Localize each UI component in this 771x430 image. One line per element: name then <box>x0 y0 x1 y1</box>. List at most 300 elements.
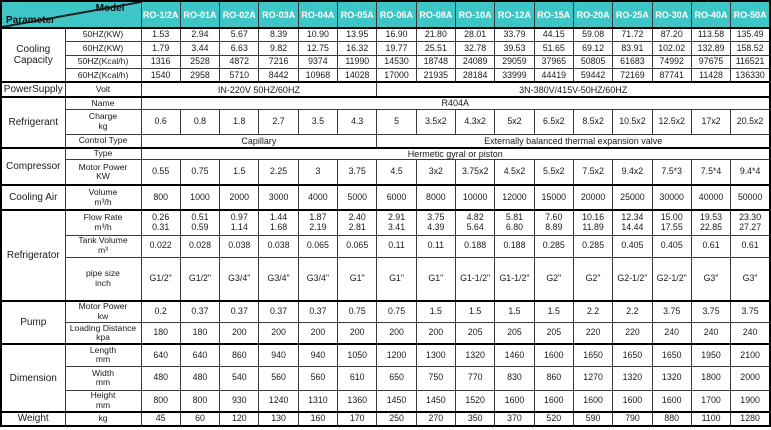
cooling-air-volume-value: 3000 <box>259 185 298 210</box>
tank-volume-value: 0.188 <box>495 235 534 257</box>
cooling-50hz-kcal-value: 2528 <box>180 55 219 69</box>
pipe-size-value: G3" <box>731 257 770 301</box>
width-value: 770 <box>456 366 495 390</box>
pump-power-value: 0.75 <box>377 301 416 323</box>
pump-power-value: 0.37 <box>298 301 337 323</box>
cooling-50hz-kw-value: 2.94 <box>180 28 219 42</box>
weight-value: 170 <box>338 412 377 426</box>
cooling-air-volume-value: 4000 <box>298 185 337 210</box>
weight-value: 350 <box>456 412 495 426</box>
cooling-60hz-kw-value: 6.63 <box>220 42 259 56</box>
height-value: 1600 <box>652 390 691 412</box>
loading-distance-value: 200 <box>338 323 377 345</box>
flow-rate-value: 0.97 1.14 <box>220 210 259 235</box>
row-cooling-60hz-kcal <box>1 69 770 83</box>
cooling-60hz-kw-value: 102.02 <box>652 42 691 56</box>
loading-distance-value: 200 <box>259 323 298 345</box>
height-value: 1600 <box>534 390 573 412</box>
tank-volume-value: 0.405 <box>613 235 652 257</box>
row-label-control-type: Control Type <box>65 134 141 148</box>
model-label: Model <box>95 3 125 14</box>
cooling-50hz-kw-value: 8.39 <box>259 28 298 42</box>
cooling-60hz-kcal-value: 136330 <box>731 69 770 83</box>
cooling-60hz-kw-value: 69.12 <box>573 42 612 56</box>
row-compressor-type <box>1 148 770 160</box>
cooling-50hz-kcal-value: 24089 <box>456 55 495 69</box>
loading-distance-value: 180 <box>141 323 180 345</box>
row-label-loading-distance: Loading Distance kpa <box>65 323 141 345</box>
cooling-60hz-kw-value: 39.53 <box>495 42 534 56</box>
width-value: 1270 <box>573 366 612 390</box>
row-cooling-50hz-kw <box>1 28 770 42</box>
row-weight <box>1 412 770 426</box>
cooling-60hz-kcal-value: 1540 <box>141 69 180 83</box>
cooling-50hz-kcal-value: 4872 <box>220 55 259 69</box>
section-cooling-air: Cooling Air <box>1 185 65 210</box>
cooling-50hz-kcal-value: 37965 <box>534 55 573 69</box>
length-value: 940 <box>259 344 298 366</box>
model-column-header: RO-30A <box>652 1 691 28</box>
weight-value: 60 <box>180 412 219 426</box>
section-compressor: Compressor <box>1 148 65 185</box>
length-value: 2100 <box>731 344 770 366</box>
row-label-weight-kg: kg <box>65 412 141 426</box>
cooling-50hz-kw-value: 113.58 <box>691 28 730 42</box>
row-label-type: Type <box>65 148 141 160</box>
weight-value: 880 <box>652 412 691 426</box>
refrigerant-charge-value: 8.5x2 <box>573 109 612 134</box>
pipe-size-value: G2" <box>573 257 612 301</box>
section-refrigerator: Refrigerator <box>1 210 65 301</box>
row-dimension-width <box>1 366 770 390</box>
pump-power-value: 0.2 <box>141 301 180 323</box>
section-pump: Pump <box>1 301 65 344</box>
compressor-power-value: 3.75 <box>338 160 377 185</box>
pipe-size-value: G3" <box>691 257 730 301</box>
weight-value: 120 <box>220 412 259 426</box>
width-value: 1320 <box>652 366 691 390</box>
cooling-50hz-kcal-value: 18748 <box>416 55 455 69</box>
cooling-60hz-kcal-value: 17000 <box>377 69 416 83</box>
refrigerant-charge-value: 3.5x2 <box>416 109 455 134</box>
row-pump-motor-power <box>1 301 770 323</box>
refrigerant-charge-value: 6.5x2 <box>534 109 573 134</box>
cooling-50hz-kcal-value: 7216 <box>259 55 298 69</box>
pump-power-value: 0.75 <box>338 301 377 323</box>
flow-rate-value: 2.40 2.81 <box>338 210 377 235</box>
row-refrigerant-control <box>1 134 770 148</box>
cooling-50hz-kcal-value: 61683 <box>613 55 652 69</box>
section-power-supply: PowerSupply <box>1 82 65 97</box>
row-label-50hz-kw: 50HZ(KW) <box>65 28 141 42</box>
row-refrigerant-charge <box>1 109 770 134</box>
cooling-60hz-kcal-value: 2958 <box>180 69 219 83</box>
flow-rate-value: 12.34 14.44 <box>613 210 652 235</box>
weight-value: 45 <box>141 412 180 426</box>
row-label-60hz-kw: 60HZ(KW) <box>65 42 141 56</box>
row-label-name: Name <box>65 97 141 109</box>
height-value: 1600 <box>573 390 612 412</box>
cooling-50hz-kw-value: 13.95 <box>338 28 377 42</box>
row-refrigerator-pipe-size <box>1 257 770 301</box>
pipe-size-value: G1-1/2" <box>456 257 495 301</box>
refrigerant-charge-value: 20.5x2 <box>731 109 770 134</box>
compressor-power-value: 4.5 <box>377 160 416 185</box>
row-refrigerator-tank-volume <box>1 235 770 257</box>
tank-volume-value: 0.11 <box>377 235 416 257</box>
cooling-air-volume-value: 10000 <box>456 185 495 210</box>
pipe-size-value: G3/4" <box>298 257 337 301</box>
compressor-power-value: 3x2 <box>416 160 455 185</box>
pump-power-value: 1.5 <box>456 301 495 323</box>
refrigerant-charge-value: 5 <box>377 109 416 134</box>
width-value: 540 <box>220 366 259 390</box>
cooling-50hz-kw-value: 10.90 <box>298 28 337 42</box>
power-supply-single-phase: IN-220V 50HZ/60HZ <box>141 82 377 97</box>
tank-volume-value: 0.61 <box>731 235 770 257</box>
tank-volume-value: 0.038 <box>220 235 259 257</box>
row-label-pump-motor-power: Motor Power kw <box>65 301 141 323</box>
length-value: 1320 <box>456 344 495 366</box>
row-label-height: Height mm <box>65 390 141 412</box>
pipe-size-value: G3/4" <box>220 257 259 301</box>
length-value: 1950 <box>691 344 730 366</box>
loading-distance-value: 200 <box>377 323 416 345</box>
length-value: 640 <box>180 344 219 366</box>
loading-distance-value: 220 <box>613 323 652 345</box>
cooling-50hz-kcal-value: 1316 <box>141 55 180 69</box>
loading-distance-value: 200 <box>298 323 337 345</box>
cooling-60hz-kw-value: 16.32 <box>338 42 377 56</box>
model-column-header: RO-50A <box>731 1 770 28</box>
header-row <box>1 1 770 28</box>
pump-power-value: 3.75 <box>691 301 730 323</box>
row-label-flow-rate: Flow Rate m³/h <box>65 210 141 235</box>
model-column-header: RO-06A <box>377 1 416 28</box>
cooling-60hz-kw-value: 51.65 <box>534 42 573 56</box>
cooling-air-volume-value: 12000 <box>495 185 534 210</box>
section-refrigerant: Refrigerant <box>1 97 65 148</box>
width-value: 480 <box>141 366 180 390</box>
pipe-size-value: G2-1/2" <box>652 257 691 301</box>
model-column-header: RO-05A <box>338 1 377 28</box>
length-value: 1650 <box>573 344 612 366</box>
weight-value: 160 <box>298 412 337 426</box>
cooling-air-volume-value: 6000 <box>377 185 416 210</box>
tank-volume-value: 0.028 <box>180 235 219 257</box>
compressor-power-value: 1.5 <box>220 160 259 185</box>
height-value: 1600 <box>613 390 652 412</box>
refrigerant-charge-value: 0.8 <box>180 109 219 134</box>
refrigerant-charge-value: 17x2 <box>691 109 730 134</box>
cooling-60hz-kcal-value: 11428 <box>691 69 730 83</box>
row-dimension-length <box>1 344 770 366</box>
height-value: 1900 <box>731 390 770 412</box>
weight-value: 130 <box>259 412 298 426</box>
pump-power-value: 0.37 <box>259 301 298 323</box>
weight-value: 520 <box>534 412 573 426</box>
flow-rate-value: 4.82 5.64 <box>456 210 495 235</box>
section-dimension: Dimension <box>1 344 65 412</box>
cooling-60hz-kcal-value: 87741 <box>652 69 691 83</box>
row-label-width: Width mm <box>65 366 141 390</box>
width-value: 1320 <box>613 366 652 390</box>
compressor-power-value: 2.25 <box>259 160 298 185</box>
width-value: 1800 <box>691 366 730 390</box>
cooling-50hz-kw-value: 5.67 <box>220 28 259 42</box>
length-value: 860 <box>220 344 259 366</box>
refrigerant-charge-value: 10.5x2 <box>613 109 652 134</box>
loading-distance-value: 200 <box>416 323 455 345</box>
model-column-header: RO-15A <box>534 1 573 28</box>
flow-rate-value: 5.81 6.80 <box>495 210 534 235</box>
pipe-size-value: G1" <box>338 257 377 301</box>
height-value: 1240 <box>259 390 298 412</box>
height-value: 930 <box>220 390 259 412</box>
length-value: 1050 <box>338 344 377 366</box>
cooling-50hz-kw-value: 16.90 <box>377 28 416 42</box>
row-label-volt: Volt <box>65 82 141 97</box>
flow-rate-value: 10.16 11.89 <box>573 210 612 235</box>
row-cooling-50hz-kcal <box>1 55 770 69</box>
width-value: 750 <box>416 366 455 390</box>
pump-power-value: 3.75 <box>731 301 770 323</box>
control-type-expansion-valve: Externally balanced thermal expansion valve <box>377 134 770 148</box>
row-cooling-60hz-kw <box>1 42 770 56</box>
height-value: 800 <box>141 390 180 412</box>
weight-value: 1100 <box>691 412 730 426</box>
flow-rate-value: 2.91 3.41 <box>377 210 416 235</box>
cooling-60hz-kw-value: 158.52 <box>731 42 770 56</box>
flow-rate-value: 0.26 0.31 <box>141 210 180 235</box>
cooling-50hz-kcal-value: 29059 <box>495 55 534 69</box>
row-refrigerant-name <box>1 97 770 109</box>
cooling-50hz-kcal-value: 9374 <box>298 55 337 69</box>
refrigerant-charge-value: 4.3 <box>338 109 377 134</box>
cooling-60hz-kcal-value: 8442 <box>259 69 298 83</box>
width-value: 610 <box>338 366 377 390</box>
pipe-size-value: G1" <box>377 257 416 301</box>
length-value: 940 <box>298 344 337 366</box>
model-column-header: RO-02A <box>220 1 259 28</box>
row-label-tank-volume: Tank Volume m³ <box>65 235 141 257</box>
cooling-50hz-kcal-value: 50805 <box>573 55 612 69</box>
cooling-50hz-kw-value: 21.80 <box>416 28 455 42</box>
cooling-air-volume-value: 8000 <box>416 185 455 210</box>
width-value: 830 <box>495 366 534 390</box>
height-value: 1700 <box>691 390 730 412</box>
cooling-air-volume-value: 5000 <box>338 185 377 210</box>
width-value: 860 <box>534 366 573 390</box>
model-column-header: RO-12A <box>495 1 534 28</box>
pipe-size-value: G2-1/2" <box>613 257 652 301</box>
height-value: 1450 <box>377 390 416 412</box>
row-label-charge: Charge kg <box>65 109 141 134</box>
cooling-air-volume-value: 25000 <box>613 185 652 210</box>
length-value: 640 <box>141 344 180 366</box>
loading-distance-value: 205 <box>534 323 573 345</box>
model-column-header: RO-20A <box>573 1 612 28</box>
cooling-60hz-kcal-value: 33999 <box>495 69 534 83</box>
cooling-60hz-kw-value: 9.82 <box>259 42 298 56</box>
cooling-50hz-kw-value: 59.08 <box>573 28 612 42</box>
row-label-pipe-size: pipe size inch <box>65 257 141 301</box>
height-value: 1310 <box>298 390 337 412</box>
tank-volume-value: 0.022 <box>141 235 180 257</box>
pump-power-value: 1.5 <box>534 301 573 323</box>
pump-power-value: 0.37 <box>180 301 219 323</box>
cooling-60hz-kw-value: 83.91 <box>613 42 652 56</box>
cooling-air-volume-value: 1000 <box>180 185 219 210</box>
length-value: 1600 <box>534 344 573 366</box>
cooling-60hz-kcal-value: 14028 <box>338 69 377 83</box>
compressor-power-value: 5.5x2 <box>534 160 573 185</box>
cooling-60hz-kw-value: 3.44 <box>180 42 219 56</box>
tank-volume-value: 0.405 <box>652 235 691 257</box>
cooling-60hz-kcal-value: 10968 <box>298 69 337 83</box>
tank-volume-value: 0.038 <box>259 235 298 257</box>
pipe-size-value: G1-1/2" <box>495 257 534 301</box>
cooling-60hz-kw-value: 25.51 <box>416 42 455 56</box>
refrigerant-charge-value: 4.3x2 <box>456 109 495 134</box>
tank-volume-value: 0.065 <box>298 235 337 257</box>
cooling-60hz-kw-value: 12.75 <box>298 42 337 56</box>
cooling-60hz-kw-value: 1.79 <box>141 42 180 56</box>
loading-distance-value: 240 <box>691 323 730 345</box>
cooling-air-volume-value: 50000 <box>731 185 770 210</box>
compressor-power-value: 4.5x2 <box>495 160 534 185</box>
length-value: 1200 <box>377 344 416 366</box>
row-compressor-power <box>1 160 770 185</box>
compressor-type-value: Hermetic gyral or piston <box>141 148 770 160</box>
width-value: 560 <box>298 366 337 390</box>
cooling-60hz-kw-value: 132.89 <box>691 42 730 56</box>
compressor-power-value: 3 <box>298 160 337 185</box>
pump-power-value: 1.5 <box>495 301 534 323</box>
weight-value: 590 <box>573 412 612 426</box>
cooling-air-volume-value: 800 <box>141 185 180 210</box>
pump-power-value: 0.37 <box>220 301 259 323</box>
height-value: 800 <box>180 390 219 412</box>
compressor-power-value: 0.75 <box>180 160 219 185</box>
loading-distance-value: 220 <box>573 323 612 345</box>
row-pump-loading-distance <box>1 323 770 345</box>
cooling-60hz-kcal-value: 5710 <box>220 69 259 83</box>
flow-rate-value: 7.60 8.89 <box>534 210 573 235</box>
flow-rate-value: 23.30 27.27 <box>731 210 770 235</box>
flow-rate-value: 1.44 1.68 <box>259 210 298 235</box>
tank-volume-value: 0.188 <box>456 235 495 257</box>
control-type-capillary: Capillary <box>141 134 377 148</box>
width-value: 560 <box>259 366 298 390</box>
height-value: 1520 <box>456 390 495 412</box>
pipe-size-value: G3/4" <box>259 257 298 301</box>
model-column-header: RO-1/2A <box>141 1 180 28</box>
cooling-air-volume-value: 40000 <box>691 185 730 210</box>
model-column-header: RO-10A <box>456 1 495 28</box>
cooling-60hz-kcal-value: 44419 <box>534 69 573 83</box>
compressor-power-value: 7.5x2 <box>573 160 612 185</box>
height-value: 1600 <box>495 390 534 412</box>
cooling-50hz-kw-value: 44.15 <box>534 28 573 42</box>
row-cooling-air-volume <box>1 185 770 210</box>
cooling-50hz-kw-value: 33.79 <box>495 28 534 42</box>
cooling-air-volume-value: 20000 <box>573 185 612 210</box>
pipe-size-value: G1" <box>416 257 455 301</box>
row-label-50hz-kcal: 50HZ(Kcal/h) <box>65 55 141 69</box>
compressor-power-value: 7.5*3 <box>652 160 691 185</box>
pipe-size-value: G1/2" <box>180 257 219 301</box>
cooling-50hz-kcal-value: 14530 <box>377 55 416 69</box>
tank-volume-value: 0.285 <box>534 235 573 257</box>
cooling-60hz-kw-value: 19.77 <box>377 42 416 56</box>
weight-value: 270 <box>416 412 455 426</box>
row-label-compressor-motor-power: Motor Power KW <box>65 160 141 185</box>
flow-rate-value: 3.75 4.39 <box>416 210 455 235</box>
loading-distance-value: 180 <box>180 323 219 345</box>
refrigerant-charge-value: 2.7 <box>259 109 298 134</box>
compressor-power-value: 7.5*4 <box>691 160 730 185</box>
weight-value: 370 <box>495 412 534 426</box>
cooling-50hz-kw-value: 28.01 <box>456 28 495 42</box>
row-dimension-height <box>1 390 770 412</box>
cooling-60hz-kw-value: 32.78 <box>456 42 495 56</box>
loading-distance-value: 205 <box>495 323 534 345</box>
refrigerant-charge-value: 12.5x2 <box>652 109 691 134</box>
parameter-label: Parameter <box>6 14 55 26</box>
section-weight: Weight <box>1 412 65 426</box>
model-column-header: RO-08A <box>416 1 455 28</box>
cooling-50hz-kw-value: 87.20 <box>652 28 691 42</box>
pipe-size-value: G1/2" <box>141 257 180 301</box>
flow-rate-value: 15.00 17.55 <box>652 210 691 235</box>
model-column-header: RO-04A <box>298 1 337 28</box>
loading-distance-value: 200 <box>220 323 259 345</box>
cooling-50hz-kcal-value: 74992 <box>652 55 691 69</box>
pump-power-value: 1.5 <box>416 301 455 323</box>
cooling-50hz-kcal-value: 116521 <box>731 55 770 69</box>
power-supply-three-phase: 3N-380V/415V-50HZ/60HZ <box>377 82 770 97</box>
tank-volume-value: 0.11 <box>416 235 455 257</box>
length-value: 1460 <box>495 344 534 366</box>
weight-value: 250 <box>377 412 416 426</box>
loading-distance-value: 205 <box>456 323 495 345</box>
compressor-power-value: 9.4*4 <box>731 160 770 185</box>
tank-volume-value: 0.065 <box>338 235 377 257</box>
cooling-50hz-kw-value: 1.53 <box>141 28 180 42</box>
compressor-power-value: 9.4x2 <box>613 160 652 185</box>
length-value: 1650 <box>652 344 691 366</box>
cooling-60hz-kcal-value: 21935 <box>416 69 455 83</box>
refrigerant-charge-value: 5x2 <box>495 109 534 134</box>
row-label-60hz-kcal: 60HZ(Kcal/h) <box>65 69 141 83</box>
flow-rate-value: 1.87 2.19 <box>298 210 337 235</box>
flow-rate-value: 19.53 22.85 <box>691 210 730 235</box>
row-label-length: Length mm <box>65 344 141 366</box>
length-value: 1650 <box>613 344 652 366</box>
weight-value: 790 <box>613 412 652 426</box>
cooling-air-volume-value: 30000 <box>652 185 691 210</box>
cooling-50hz-kcal-value: 11990 <box>338 55 377 69</box>
height-value: 1450 <box>416 390 455 412</box>
refrigerant-charge-value: 0.6 <box>141 109 180 134</box>
tank-volume-value: 0.285 <box>573 235 612 257</box>
model-column-header: RO-40A <box>691 1 730 28</box>
cooling-60hz-kcal-value: 59442 <box>573 69 612 83</box>
pipe-size-value: G2" <box>534 257 573 301</box>
cooling-air-volume-value: 15000 <box>534 185 573 210</box>
cooling-60hz-kcal-value: 28184 <box>456 69 495 83</box>
